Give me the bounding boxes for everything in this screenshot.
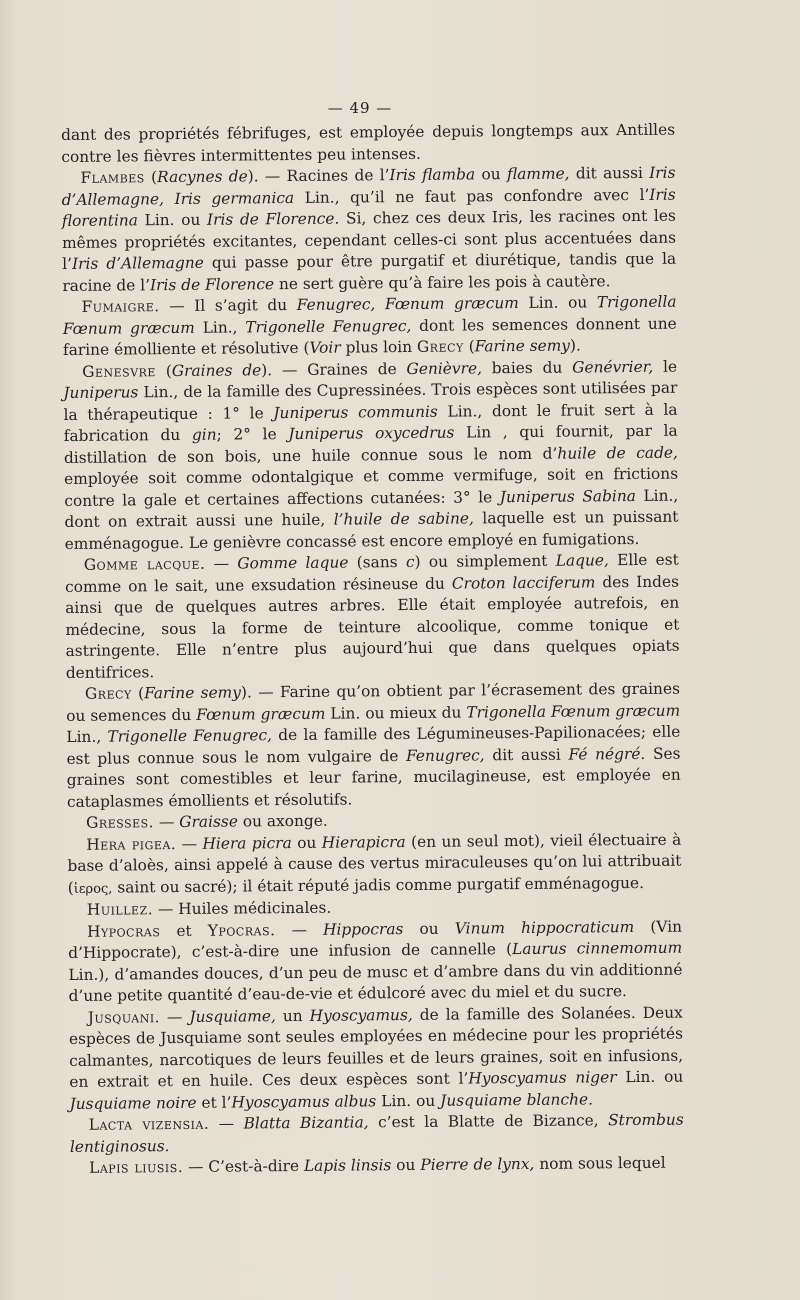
italic-term: Racynes de bbox=[157, 167, 248, 187]
text-run: qui passe pour être purgatif et diurétique, tandis que la racine de l’ bbox=[62, 249, 677, 295]
text-run: ( bbox=[463, 337, 475, 356]
text-run: le bbox=[653, 357, 678, 376]
italic-term: Farine semy bbox=[474, 336, 571, 356]
text-run: ( bbox=[144, 168, 158, 187]
italic-term: Trigonelle Fenugrec, bbox=[107, 726, 273, 746]
text-run: Lin., dont le fruit sert à la fabrication du bbox=[63, 400, 678, 445]
italic-term: Jusquiame blanche. bbox=[440, 1089, 594, 1110]
italic-term: Iris de Florence bbox=[149, 274, 275, 294]
italic-term: gin bbox=[191, 425, 217, 444]
italic-term: Hyoscyamus niger bbox=[468, 1068, 617, 1088]
text-run: des Indes ainsi que de quelques autres arbres. Elle était employée autrefois, en médecine, sous la forme de teinture alcoolique, comme tonique et astringente. Elle n’entre plus aujourd’hui que dans quelques opiats dentifrices. bbox=[65, 572, 680, 682]
italic-term: Fé négré. bbox=[568, 744, 646, 764]
text-run: ; 2° le bbox=[216, 425, 289, 444]
italic-term: Farine semy bbox=[144, 683, 242, 703]
text-run: Si, chez ces deux Iris, les racines ont les mêmes propriétés excitantes, cependant celles-ci sont plus accentuées dans l’ bbox=[61, 206, 677, 273]
text-run: ne sert guère qu’à faire les pois à cautère. bbox=[273, 271, 611, 293]
italic-term: Iris de Florence. bbox=[206, 209, 340, 229]
glossary-entry bbox=[61, 163, 676, 297]
text-run: dant des propriétés fébrifuges, est employée depuis longtemps aux Antilles contre les fièvres intermittentes peu intenses. bbox=[61, 120, 676, 166]
text-run: ou bbox=[475, 165, 507, 184]
italic-term: Iris flamba bbox=[389, 165, 476, 185]
text-run: — bbox=[209, 1114, 244, 1133]
italic-term: Pierre de lynx, bbox=[420, 1154, 535, 1174]
italic-term: c bbox=[405, 552, 415, 572]
text-run: ( bbox=[131, 684, 145, 703]
entry-headword: Flambes bbox=[80, 168, 145, 187]
glossary-entry bbox=[69, 1002, 684, 1115]
italic-term: Laurus cinnemomum bbox=[512, 938, 683, 959]
text-run: Elle est comme on le sait, une exsudation résineuse du bbox=[64, 550, 679, 596]
italic-term: Juniperus communis bbox=[273, 402, 438, 422]
text-run: Lin., qu’il ne faut pas confondre avec l’ bbox=[294, 185, 650, 207]
text-run: Lin , qui fournit, par la distillation de son bois, une huile connue sous le nom d’ bbox=[63, 421, 678, 467]
entry-headword: Grecy bbox=[84, 684, 132, 703]
text-run: — bbox=[275, 920, 324, 939]
text-run: Lin., bbox=[194, 317, 246, 337]
italic-term: Vinum hippocraticum bbox=[454, 917, 635, 938]
text-run: Lin. ou bbox=[518, 293, 597, 313]
text-run: employée soit comme odontalgique et comme vermifuge, soit en frictions contre la gale et certaines affections cutanées: 3° le bbox=[64, 464, 679, 510]
text-run: Lin., de la famille des Cupressinées. Trois espèces sont utilisées par la thérapeutique : 1° le bbox=[63, 378, 678, 424]
text-run: Lin., dont on extrait aussi une huile, bbox=[64, 486, 679, 531]
text-run: (en un seul mot), vieil électuaire à base d’aloès, ainsi appelé à cause des vertus miraculeuses qu’on lui attribuait ( bbox=[67, 830, 682, 897]
text-run: de la famille des Solanées. Deux espèces de Jusquiame sont seules employées en médecine pour les propriétés calmantes, narcotiques de leurs feuilles et de leurs graines, soit en infusions, en extrait et en huile. Ces deux espèces sont l’ bbox=[68, 1003, 684, 1091]
text-run: — bbox=[153, 812, 180, 832]
text-run: — Il s’agit du bbox=[159, 295, 297, 316]
italic-term: Jusquiame noire bbox=[69, 1093, 197, 1113]
text-run: Lin.), d’amandes douces, d’un peu de musc et d’ambre dans du vin additionné d’une petite quantité d’eau-de-vie et édulcoré avec du miel et du sucre. bbox=[68, 960, 683, 1005]
text-run: (sans bbox=[348, 553, 406, 572]
entry-headword: Jusquani. bbox=[87, 1007, 161, 1027]
glossary-entry bbox=[70, 1153, 684, 1180]
glossary-entry bbox=[65, 550, 680, 684]
text-run: laquelle est un puissant emménagogue. Le genièvre concassé est encore employé en fumigations. bbox=[64, 507, 679, 553]
text-run: — Huiles médicinales. bbox=[152, 898, 332, 919]
italic-term: Iris florentina bbox=[61, 185, 676, 230]
text-run: dit aussi bbox=[569, 163, 650, 183]
text-run: et bbox=[160, 921, 208, 940]
text-run: nom sous lequel bbox=[534, 1153, 666, 1173]
entry-headword: Huillez. bbox=[86, 900, 154, 919]
italic-term: Juniperus Sabina bbox=[499, 486, 636, 506]
text-run: ). — Farine qu’on obtient par l’écrasement des graines ou semences du bbox=[66, 679, 681, 725]
italic-term: Juniperus bbox=[63, 383, 139, 402]
text-run: ). — Graines de bbox=[261, 359, 407, 379]
text-run: Lin. ou bbox=[376, 1091, 441, 1110]
italic-term: Iris d’Allemagne, Iris germanica bbox=[61, 163, 676, 209]
italic-term: Trigonella Fœnum græcum bbox=[62, 292, 677, 338]
italic-term: Trigonella Fœnum græcum bbox=[466, 701, 681, 721]
text-run: (Vin d’Hippocrate), c’est-à-dire une infusion de cannelle ( bbox=[68, 917, 683, 962]
italic-term: Voir bbox=[309, 338, 341, 357]
text-run: — bbox=[159, 1007, 190, 1026]
italic-term: Strombus lentiginosus. bbox=[69, 1110, 684, 1156]
italic-term: Fœnum græcum bbox=[196, 704, 326, 724]
italic-term: Juniperus oxycedrus bbox=[288, 423, 455, 444]
entry-headword: Lacta vizensia. bbox=[88, 1114, 210, 1134]
page-number: — 49 — bbox=[327, 99, 393, 117]
entry-headword: Gresses. bbox=[86, 813, 155, 832]
text-run: dit aussi bbox=[484, 745, 569, 764]
text-run: — bbox=[205, 554, 238, 573]
entry-headword: Genesvre bbox=[82, 361, 157, 381]
glossary-entry bbox=[66, 679, 681, 813]
entry-headword: Hypocras bbox=[86, 921, 161, 941]
italic-term: Trigonelle Fenugrec, bbox=[245, 316, 412, 336]
italic-term: Croton lacciferum bbox=[451, 572, 596, 593]
entry-headword: Fumaigre. bbox=[81, 297, 160, 316]
italic-term: Hiera picra bbox=[202, 833, 292, 853]
text-run: dont les semences donnent une farine émolliente et résolutive ( bbox=[62, 314, 677, 359]
glossary-entry bbox=[63, 356, 679, 555]
italic-term: Iris d’Allemagne bbox=[71, 253, 204, 273]
italic-term: Genévrier, bbox=[572, 357, 654, 377]
italic-term: Fenugrec, bbox=[405, 745, 485, 765]
glossary-entry bbox=[70, 1110, 684, 1158]
italic-term: Hippocras bbox=[322, 919, 404, 939]
italic-term: Blatta Bizantia, bbox=[243, 1113, 369, 1133]
text-run: Ses graines sont comestibles et leur farine, mucilagineuse, est employée en cataplasmes émollients et résolutifs. bbox=[66, 744, 681, 811]
text-run: un bbox=[275, 1006, 310, 1025]
text-run: ). — Racines de l’ bbox=[247, 166, 390, 186]
body-text bbox=[61, 120, 684, 1180]
italic-term: Lapis linsis bbox=[303, 1156, 392, 1175]
italic-term: Hierapicra bbox=[321, 832, 406, 852]
italic-term: Laque, bbox=[555, 551, 609, 570]
text-run: saint ou sacré); il était réputé jadis comme purgatif emménagogue. bbox=[112, 873, 645, 897]
text-run: plus loin bbox=[340, 337, 418, 357]
italic-term: Genièvre, bbox=[406, 358, 482, 378]
italic-term: Hyoscyamus albus bbox=[231, 1091, 377, 1112]
text-run: — bbox=[176, 834, 203, 853]
entry-headword: Grecy bbox=[416, 337, 464, 356]
italic-term: huile de cade, bbox=[557, 443, 678, 463]
text-run: Lin., bbox=[66, 727, 108, 746]
entry-headword: Lapis liusis. bbox=[89, 1157, 184, 1177]
glossary-entry bbox=[63, 292, 678, 362]
text-run: ou bbox=[291, 833, 322, 852]
text-run: ou axonge. bbox=[237, 811, 328, 831]
text-run: ( bbox=[155, 361, 172, 380]
text-run: ou bbox=[403, 919, 455, 938]
italic-term: Gomme laque bbox=[237, 553, 349, 573]
entry-headword: Ypocras. bbox=[207, 920, 276, 940]
text-run: ). bbox=[569, 336, 581, 355]
text-run: Lin. ou bbox=[616, 1067, 684, 1087]
italic-term: Graisse bbox=[179, 812, 238, 831]
italic-term: Jusquiame, bbox=[189, 1006, 276, 1026]
entry-headword: Gomme lacque. bbox=[83, 554, 206, 574]
italic-term: Fenugrec, Fœnum græcum bbox=[296, 294, 519, 314]
italic-term: l’huile de sabine, bbox=[333, 509, 474, 529]
text-run: Lin. ou bbox=[137, 210, 208, 230]
text-run: — C’est-à-dire bbox=[183, 1156, 304, 1176]
entry-headword: Hera pigea. bbox=[86, 834, 177, 854]
greek-word: ἱερος, bbox=[73, 881, 113, 897]
continuation-paragraph bbox=[61, 120, 675, 168]
text-run: Lin. ou mieux du bbox=[325, 702, 467, 723]
glossary-entry bbox=[67, 829, 682, 900]
text-run: c’est la Blatte de Bizance, bbox=[368, 1111, 609, 1132]
text-run: et l’ bbox=[196, 1093, 232, 1112]
italic-term: Graines de bbox=[171, 360, 262, 380]
glossary-entry bbox=[68, 916, 683, 1007]
text-run: ) ou simplement bbox=[414, 551, 556, 571]
italic-term: Hyoscyamus, bbox=[309, 1005, 413, 1025]
text-run: de la famille des Légumineuses-Papilionacées; elle est plus connue sous le nom vulgaire de bbox=[66, 722, 681, 768]
text-run: baies du bbox=[481, 358, 573, 377]
italic-term: flamme, bbox=[506, 164, 570, 184]
text-run: ou bbox=[391, 1155, 421, 1175]
